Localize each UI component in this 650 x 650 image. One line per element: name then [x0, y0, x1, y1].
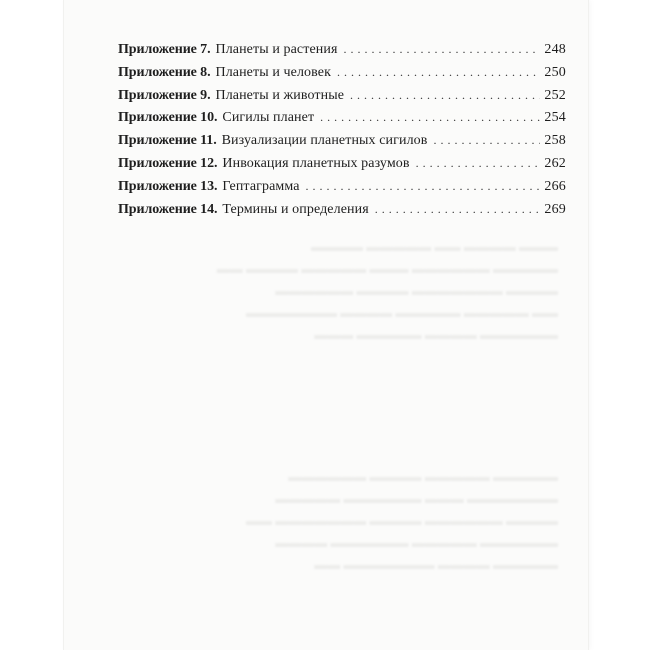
dot-leader — [337, 61, 540, 84]
toc-entry-label: Приложение 10. — [118, 110, 218, 126]
toc-entry-label: Приложение 11. — [118, 133, 217, 149]
toc-entry-label: Приложение 14. — [118, 201, 218, 217]
toc-entry-page-number: 252 — [544, 87, 566, 103]
toc-entry-title: Планеты и растения — [215, 42, 338, 57]
toc-entry-title: Инвокация планетных разумов — [222, 155, 410, 171]
toc-entry-appendix-13 — [118, 175, 566, 198]
toc-entry-title: Термины и определения — [222, 201, 369, 217]
dot-leader — [416, 152, 541, 175]
toc-entry-label: Приложение 8. — [118, 64, 211, 80]
toc-entry-page-number: 262 — [544, 155, 566, 171]
toc-entry-appendix-9 — [118, 84, 566, 107]
toc-entry-label: Приложение 13. — [118, 178, 218, 194]
dot-leader — [306, 175, 541, 198]
show-through-text: ▬▬▬▬▬ ▬▬▬▬▬ ▬▬▬▬ ▬▬▬▬▬▬ ▬▬▬▬▬▬▬ ▬▬▬ ▬▬▬▬▬▬ ▬▬▬▬▬ ▬▬▬▬ ▬▬▬▬▬▬ ▬▬▬▬ ▬▬▬▬▬▬▬ ▬▬ ▬▬▬▬▬▬ ▬▬▬▬▬ ▬▬▬▬▬▬ ▬▬▬▬ ▬▬▬▬▬ ▬▬▬▬ ▬▬▬▬▬▬▬ ▬▬ — [246, 469, 558, 572]
dot-leader — [320, 106, 540, 129]
toc-entry-appendix-7 — [118, 38, 566, 61]
toc-entry-label: Приложение 9. — [118, 87, 211, 103]
toc-entry-page-number: 250 — [544, 64, 566, 80]
dot-leader — [375, 198, 541, 221]
toc-entry-page-number: 248 — [544, 42, 566, 57]
table-of-contents — [118, 38, 566, 220]
dot-leader — [350, 84, 540, 107]
toc-entry-title: Планеты и животные — [215, 87, 345, 103]
toc-entry-label: Приложение 7. — [118, 42, 211, 57]
dot-leader — [344, 38, 541, 61]
toc-entry-appendix-12 — [118, 152, 566, 175]
toc-entry-appendix-8 — [118, 61, 566, 84]
dot-leader — [433, 129, 540, 152]
toc-entry-page-number: 258 — [544, 133, 566, 149]
toc-entry-page-number: 254 — [544, 110, 566, 126]
toc-entry-appendix-10 — [118, 106, 566, 129]
toc-entry-appendix-11 — [118, 129, 566, 152]
show-through-text: ▬▬▬ ▬▬▬▬ ▬▬ ▬▬▬▬▬ ▬▬▬▬ ▬▬▬▬▬ ▬▬▬▬▬▬ ▬▬▬ ▬▬▬▬▬ ▬▬▬▬ ▬▬ ▬▬▬▬ ▬▬▬▬▬▬▬ ▬▬▬▬ ▬▬▬▬▬▬ ▬▬ ▬▬▬▬▬ ▬▬▬▬▬ ▬▬▬▬ ▬▬▬▬▬▬▬ ▬▬▬▬▬▬ ▬▬▬▬ ▬▬▬▬▬ ▬▬▬ — [216, 239, 558, 342]
toc-entry-title: Визуализации планетных сигилов — [221, 133, 428, 149]
toc-entry-page-number: 266 — [544, 178, 566, 194]
toc-entry-title: Гептаграмма — [222, 178, 300, 194]
toc-entry-label: Приложение 12. — [118, 155, 218, 171]
toc-entry-page-number: 269 — [544, 201, 566, 217]
toc-entry-title: Сигилы планет — [222, 110, 315, 126]
toc-entry-appendix-14 — [118, 198, 566, 221]
book-page — [64, 0, 588, 650]
toc-entry-title: Планеты и человек — [215, 64, 332, 80]
